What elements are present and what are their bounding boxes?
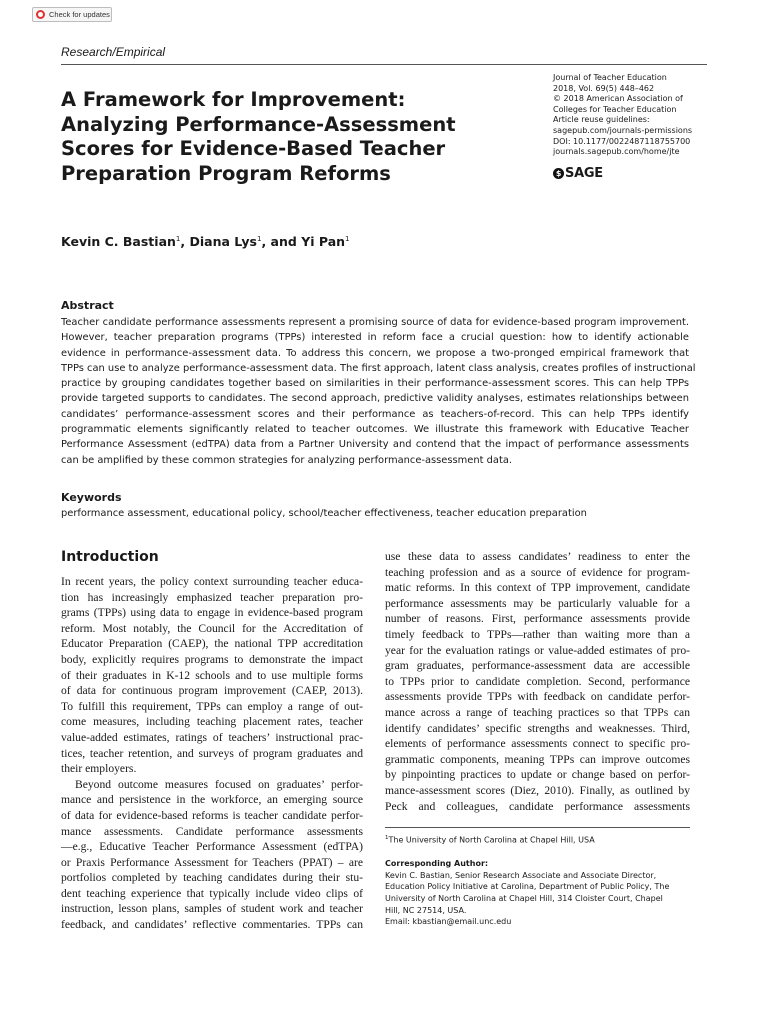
body-line: instruction, lesson plans, samples of student work and teacher [61, 902, 363, 916]
corresponding-author-heading: Corresponding Author: [385, 859, 489, 869]
abstract-line: Teacher candidate performance assessments represent a promising source of data for evidence-based program improvement. [61, 317, 689, 328]
body-line: —e.g., Educative Teacher Performance Assessment (edTPA) [61, 840, 363, 854]
body-line: mance across a range of teaching practices so that TPPs can [385, 705, 690, 719]
abstract-line: However, teacher preparation programs (TPPs) interested in reform face a crucial question: how to identify actionable [61, 332, 689, 344]
author-list [61, 234, 350, 249]
abstract-line: Performance Assessment (edTPA) data from a Partner University and contend that the impact of performance assessments [61, 439, 689, 451]
journal-volume: 2018, Vol. 69(5) 448–462 [553, 83, 655, 93]
title-line: A Framework for Improvement: [61, 88, 406, 111]
body-line: timely feedback to TPPs—rather than waiting more than a [385, 627, 690, 641]
author-separator: , [180, 234, 190, 249]
body-line: body, explicitly requires programs to demonstrate the impact [61, 652, 363, 666]
body-line: number of reasons. First, performance assessments provide [385, 612, 690, 626]
footnotes [385, 833, 695, 928]
body-line: teaching profession and as a source of evidence for program- [385, 565, 690, 579]
abstract-line: candidates’ performance-assessment scores and their performance as teachers-of-record. This can help TPPs identify [61, 408, 689, 420]
title-line: Scores for Evidence-Based Teacher [61, 137, 446, 160]
abstract-line: practice by grouping candidates together based on similarities in their performance-assessment scores. This can help TPPs [61, 378, 689, 390]
body-line: grammatic components, meaning TPPs can improve outcomes [385, 752, 690, 766]
body-line: To fulfill this requirement, TPPs can employ a range of out- [61, 699, 363, 713]
body-line: Beyond outcome measures focused on graduates’ perfor- [75, 777, 363, 791]
title-line: Preparation Program Reforms [61, 161, 391, 185]
check-for-updates-label: Check for updates [49, 10, 110, 19]
author-separator: , and [261, 234, 302, 249]
body-line: gram graduates, performance-assessment data are accessible [385, 659, 690, 673]
body-line: mance-assessment scores (Diez, 2010). Finally, as outlined by [385, 783, 690, 797]
body-column-right [385, 549, 690, 814]
update-check-icon [36, 10, 45, 19]
title-line: Analyzing Performance-Assessment [61, 112, 456, 136]
body-line: grams (TPPs) using data to engage in evidence-based program [61, 606, 363, 620]
author-name: Diana Lys [189, 234, 257, 249]
body-line: tion has increasingly emphasized teacher preparation pro- [61, 590, 363, 604]
publisher-name: SAGE [565, 166, 603, 181]
body-line: of their graduates in K-12 schools and to use multiple forms [61, 668, 363, 682]
corresponding-author-line: Hill, NC 27514, USA. [385, 905, 467, 915]
header-divider [61, 64, 707, 65]
journal-home-link[interactable]: journals.sagepub.com/home/jte [553, 147, 680, 157]
affiliation-mark: 1 [175, 234, 181, 243]
copyright-line: Colleges for Teacher Education [553, 104, 677, 114]
keywords-text: performance assessment, educational policy, school/teacher effectiveness, teacher education preparation [61, 508, 587, 519]
abstract-line: programmatic elements significantly related to teacher outcomes. We illustrate this framework with Educative Teacher [61, 424, 689, 436]
abstract-text [61, 315, 696, 468]
body-line: of data for evidence-based reforms is teacher candidate perfor- [61, 808, 363, 822]
body-line: performance assessments may be particularly valuable for a [385, 596, 690, 610]
copyright-line: © 2018 American Association of [553, 94, 683, 104]
author-name: Yi Pan [301, 234, 346, 249]
affiliation-mark: 1 [385, 835, 389, 841]
abstract-line: evidence in performance-assessment data. To address this concern, we propose a two-pronged empirical framework that [61, 347, 689, 359]
body-line: or Praxis Performance Assessment for Teachers (PPAT) – are [61, 855, 363, 869]
affiliation-note [385, 833, 695, 846]
keywords-heading: Keywords [61, 491, 122, 504]
corresponding-author-line: Education Policy Initiative at Carolina, Department of Public Policy, The [385, 882, 670, 892]
article-type-label: Research/Empirical [61, 45, 166, 59]
body-line: dent teaching experience that typically include video clips of [61, 886, 363, 900]
body-column-left [61, 574, 363, 933]
author-name: Kevin C. Bastian [61, 234, 176, 249]
body-line: their employers. [61, 762, 137, 776]
journal-name: Journal of Teacher Education [553, 73, 667, 82]
body-line: Educator Preparation (CAEP), the national TPP accreditation [61, 637, 363, 651]
body-line: identify candidates’ specific strengths and weaknesses. Third, [385, 721, 690, 735]
abstract-heading: Abstract [61, 299, 114, 312]
body-line: to TPPs prior to candidate completion. Second, performance [385, 674, 690, 688]
sage-s-icon: $ [553, 168, 564, 179]
body-line: value-added estimates, ratings of teachers’ instructional prac- [61, 730, 363, 744]
publisher-logo [553, 166, 603, 181]
corresponding-author-line: University of North Carolina at Chapel Hill, 314 Cloister Court, Chapel [385, 894, 663, 904]
body-line: reform. Most notably, the Council for the Accreditation of [61, 621, 363, 635]
corresponding-author-email[interactable]: Email: kbastian@email.unc.edu [385, 917, 512, 927]
check-for-updates-badge[interactable] [32, 7, 112, 22]
body-line: Peck and colleagues, candidate performance assessments [385, 799, 690, 813]
footnote-divider [385, 827, 690, 828]
body-line: mance and persistence in the workforce, an emerging source [61, 793, 363, 807]
affiliation-text: The University of North Carolina at Chapel Hill, USA [388, 835, 595, 845]
affiliation-mark: 1 [256, 234, 262, 243]
introduction-heading: Introduction [61, 549, 159, 565]
body-line: by pinpointing practices to update or change based on perfor- [385, 768, 690, 782]
body-line: of data for continuous program improvement (CAEP, 2013). [61, 684, 363, 698]
body-line: portfolios completed by teaching candidates during their stu- [61, 871, 363, 885]
affiliation-mark: 1 [345, 234, 350, 243]
body-line: assessments provide TPPs with feedback on candidate perfor- [385, 690, 690, 704]
abstract-line: provide targeted supports to candidates. The second approach, predictive validity analyses, estimates relationships between [61, 393, 689, 405]
body-line: In recent years, the policy context surrounding teacher educa- [61, 575, 363, 588]
permissions-link[interactable]: sagepub.com/journals-permissions [553, 125, 693, 135]
reuse-guidelines-label: Article reuse guidelines: [553, 115, 650, 125]
abstract-line: TPPs can use to analyze performance-assessment data. The first approach, latent class analysis, creates profiles of instructional [61, 362, 696, 374]
journal-info-block [553, 73, 713, 158]
body-line: tices, teacher retention, and surveys of program graduates and [61, 746, 363, 760]
body-line: year for the evaluation ratings or value-added estimates of pro- [385, 643, 690, 657]
doi-link[interactable]: DOI: 10.1177/0022487118755700 [553, 136, 691, 146]
corresponding-author-line: Kevin C. Bastian, Senior Research Associate and Associate Director, [385, 870, 657, 880]
body-line: elements of performance assessments connect to specific pro- [385, 737, 690, 751]
body-line: mance assessments. Candidate performance assessments [61, 824, 363, 838]
body-line: come measures, including teaching placement rates, teacher [61, 715, 363, 729]
body-line: feedback, and candidates’ reflective commentaries. TPPs can [61, 918, 363, 932]
abstract-line: can be amplified by these common strategies for analyzing performance-assessment data. [61, 454, 513, 466]
body-line: matic reforms. In this context of TPP improvement, candidate [385, 581, 690, 595]
body-line: use these data to assess candidates’ readiness to enter the [385, 550, 690, 563]
article-title [61, 88, 481, 186]
